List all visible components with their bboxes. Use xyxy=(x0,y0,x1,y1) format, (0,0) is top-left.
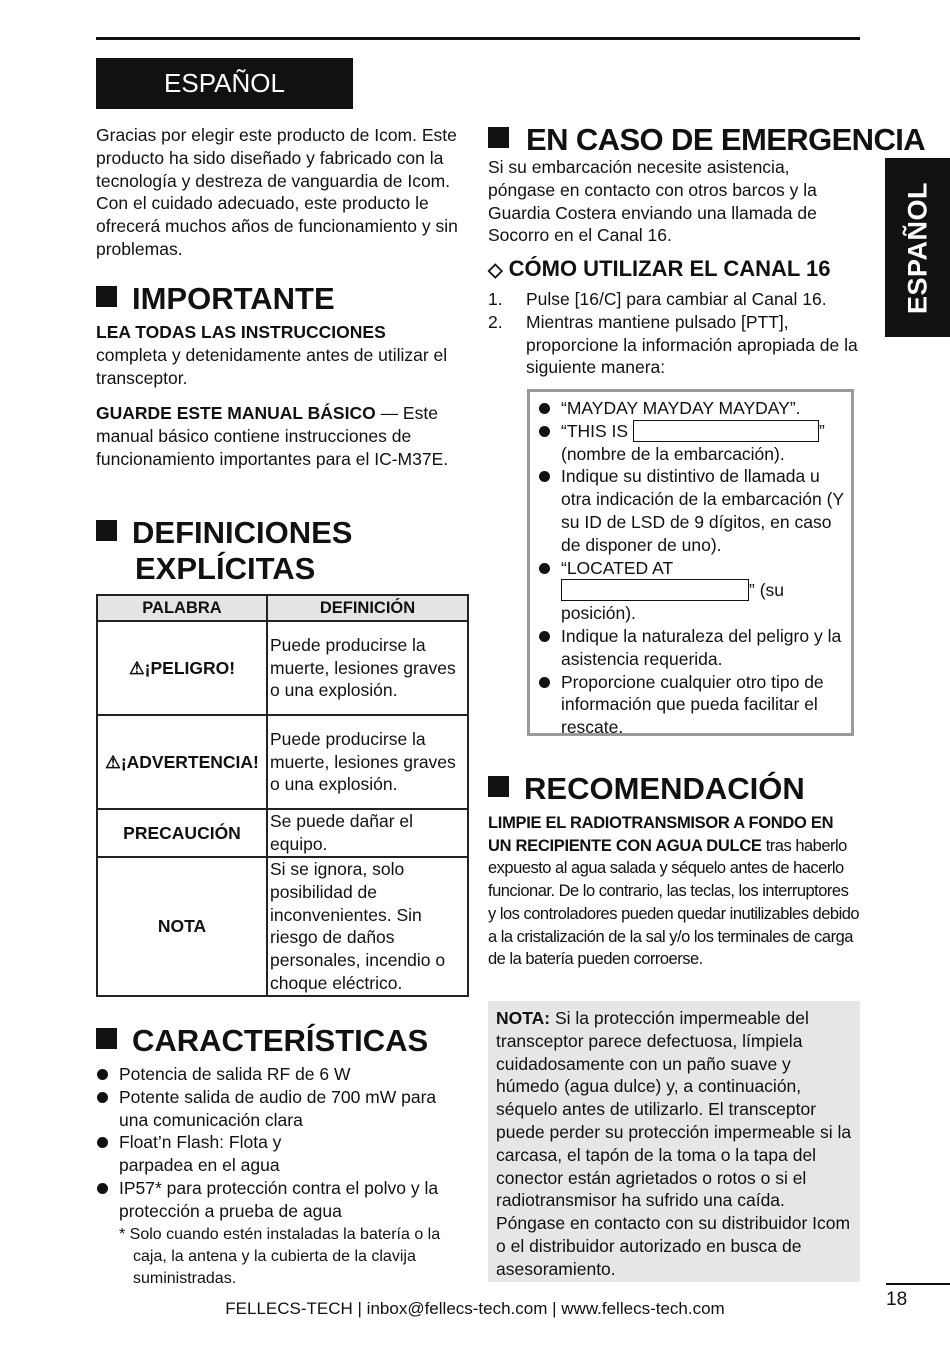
definition-cell: Si se ignora, solo posibilidad de inconvenientes. Sin riesgo de daños personales, incendio o choque eléctrico. xyxy=(267,857,468,996)
mayday-list xyxy=(530,397,851,739)
recomendacion-paragraph xyxy=(488,812,860,971)
importante-title: IMPORTANTE xyxy=(132,281,335,316)
recomendacion-title: RECOMENDACIÓN xyxy=(524,771,805,806)
word-cell xyxy=(97,715,267,809)
this-is-close: ” xyxy=(818,420,825,441)
square-bullet-icon xyxy=(488,127,509,148)
list-item: Indique su distintivo de llamada u otra indicación de la embarcación (Y su ID de LSD de 9 dígitos, en caso de disponer de uno). xyxy=(538,465,845,556)
nota-text: Si la protección impermeable del transceptor parece defectuosa, límpiela cuidadosamente con un paño suave y húmedo (agua dulce) y, a continuación, séquelo antes de utilizarlo. El transceptor puede perder su protección impermeable si la carcasa, el tapón de la toma o la tapa del conector están agrietados o rotos o si el radiotransmisor ha sufrido una caída. Póngase en contacto con su distribuidor Icom o el distribuidor autorizado en busca de asesoramiento. xyxy=(496,1008,852,1279)
list-item: Proporcione cualquier otro tipo de información que pueda facilitar el rescate. xyxy=(538,671,845,739)
located-close: ” (su xyxy=(749,580,784,601)
word-cell xyxy=(97,621,267,715)
square-bullet-icon xyxy=(96,1028,117,1049)
table-row xyxy=(97,857,468,996)
definiciones-title-1: DEFINICIONES xyxy=(132,515,353,550)
list-item xyxy=(538,557,845,625)
recomendacion-bold: LIMPIE EL RADIOTRANSMISOR A FONDO EN UN RECIPIENTE CON AGUA DULCE xyxy=(488,814,834,855)
side-tab-label: ESPAÑOL xyxy=(902,181,932,314)
page-number: 18 xyxy=(886,1289,908,1310)
caracteristicas-heading xyxy=(96,1023,428,1059)
emergencia-heading xyxy=(488,122,925,158)
warning-triangle-icon: ⚠ xyxy=(105,751,121,772)
list-item: Float’n Flash: Flota y parpadea en el agua xyxy=(96,1131,359,1177)
warning-triangle-icon: ⚠ xyxy=(128,657,145,678)
list-item: “MAYDAY MAYDAY MAYDAY”. xyxy=(538,397,845,420)
table-row xyxy=(97,809,468,857)
definition-cell: Puede producirse la muerte, lesiones graves o una explosión. xyxy=(267,715,468,809)
features-list xyxy=(96,1063,466,1223)
definition-cell: Puede producirse la muerte, lesiones graves o una explosión. xyxy=(267,621,468,715)
table-row xyxy=(97,715,468,809)
list-item: Potente salida de audio de 700 mW para una comunicación clara xyxy=(96,1086,466,1132)
word-cell: PRECAUCIÓN xyxy=(97,809,267,857)
importante-p2-bold: GUARDE ESTE MANUAL BÁSICO xyxy=(96,403,376,423)
intro-paragraph: Gracias por elegir este producto de Icom. Este producto ha sido diseñado y fabricado con la tecnología y destreza de vanguardia de Icom. Con el cuidado adecuado, este producto le ofrecerá muchos años de funcionamiento y sin problemas. xyxy=(96,125,458,259)
col-def-header: DEFINICIÓN xyxy=(267,595,468,621)
importante-p1 xyxy=(96,321,476,389)
vessel-name-blank xyxy=(633,420,819,442)
list-item xyxy=(538,420,845,466)
step-number: 1. xyxy=(488,289,503,309)
definiciones-title-2: EXPLÍCITAS xyxy=(135,551,316,586)
this-is-text: “THIS IS xyxy=(561,420,629,441)
diamond-outline-icon: ◇ xyxy=(488,260,503,281)
page-number-rule xyxy=(886,1283,950,1285)
step-text: Pulse [16/C] para cambiar al Canal 16. xyxy=(526,289,827,309)
list-item: IP57* para protección contra el polvo y la protección a prueba de agua xyxy=(96,1177,466,1223)
list-item: Potencia de salida RF de 6 W xyxy=(96,1063,466,1086)
square-bullet-icon xyxy=(96,286,117,307)
col-word-header: PALABRA xyxy=(97,595,267,621)
list-item: Indique la naturaleza del peligro y la asistencia requerida. xyxy=(538,625,845,671)
steps-list xyxy=(488,288,860,379)
definition-cell: Se puede dañar el equipo. xyxy=(267,809,468,857)
word-cell: NOTA xyxy=(97,857,267,996)
square-bullet-icon xyxy=(96,520,117,541)
canal16-title: CÓMO UTILIZAR EL CANAL 16 xyxy=(508,256,831,281)
step-number: 2. xyxy=(488,311,503,332)
word-label: ¡PELIGRO! xyxy=(144,657,236,678)
importante-p1-bold: LEA TODAS LAS INSTRUCCIONES xyxy=(96,322,386,342)
mayday-box xyxy=(527,389,854,736)
language-header: ESPAÑOL xyxy=(96,58,353,109)
footer: FELLECS-TECH | inbox@fellecs-tech.com | www.fellecs-tech.com xyxy=(225,1299,725,1318)
located-note: posición). xyxy=(561,603,636,624)
importante-p2 xyxy=(96,402,468,470)
word-label: ¡ADVERTENCIA! xyxy=(120,751,259,772)
nota-label: NOTA: xyxy=(496,1008,551,1028)
emergencia-paragraph: Si su embarcación necesite asistencia, póngase en contacto con otros barcos y la Guardia Costera enviando una llamada de Socorro en el Canal 16. xyxy=(488,157,817,246)
this-is-note: (nombre de la embarcación). xyxy=(561,443,785,464)
list-item xyxy=(488,288,860,311)
recomendacion-text: tras haberlo expuesto al agua salada y séquelo antes de hacerlo funcionar. De lo contrario, las teclas, los interruptores y los controladores pueden quedar inutilizables debido a la cristalización de la sal y/o los terminales de carga de la batería pueden corroerse. xyxy=(488,836,860,969)
step-text: Mientras mantiene pulsado [PTT], proporcione la información apropiada de la siguiente manera: xyxy=(526,311,858,378)
footnote: * Solo cuando estén instaladas la batería o la caja, la antena y la cubierta de la clavija suministradas. xyxy=(119,1226,441,1287)
canal16-heading xyxy=(488,256,831,284)
importante-p1-text: completa y detenidamente antes de utilizar el transceptor. xyxy=(96,344,448,388)
list-item xyxy=(488,311,860,379)
top-rule xyxy=(96,37,860,40)
square-bullet-icon xyxy=(488,776,509,797)
table-row xyxy=(97,621,468,715)
side-language-tab xyxy=(885,158,950,337)
nota-box xyxy=(488,1001,860,1282)
importante-p2-text: — Este manual básico contiene instrucciones de funcionamiento importantes para el IC-M37E. xyxy=(96,403,449,469)
caracteristicas-title: CARACTERÍSTICAS xyxy=(132,1023,429,1058)
position-blank xyxy=(561,579,749,601)
nota-paragraph xyxy=(496,1007,852,1281)
emergencia-title: EN CASO DE EMERGENCIA xyxy=(526,122,926,157)
definiciones-heading xyxy=(96,515,476,587)
definitions-table xyxy=(96,594,469,997)
importante-heading xyxy=(96,281,335,317)
recomendacion-heading xyxy=(488,771,805,807)
table-header-row xyxy=(97,595,468,621)
located-text: “LOCATED AT xyxy=(561,557,674,578)
